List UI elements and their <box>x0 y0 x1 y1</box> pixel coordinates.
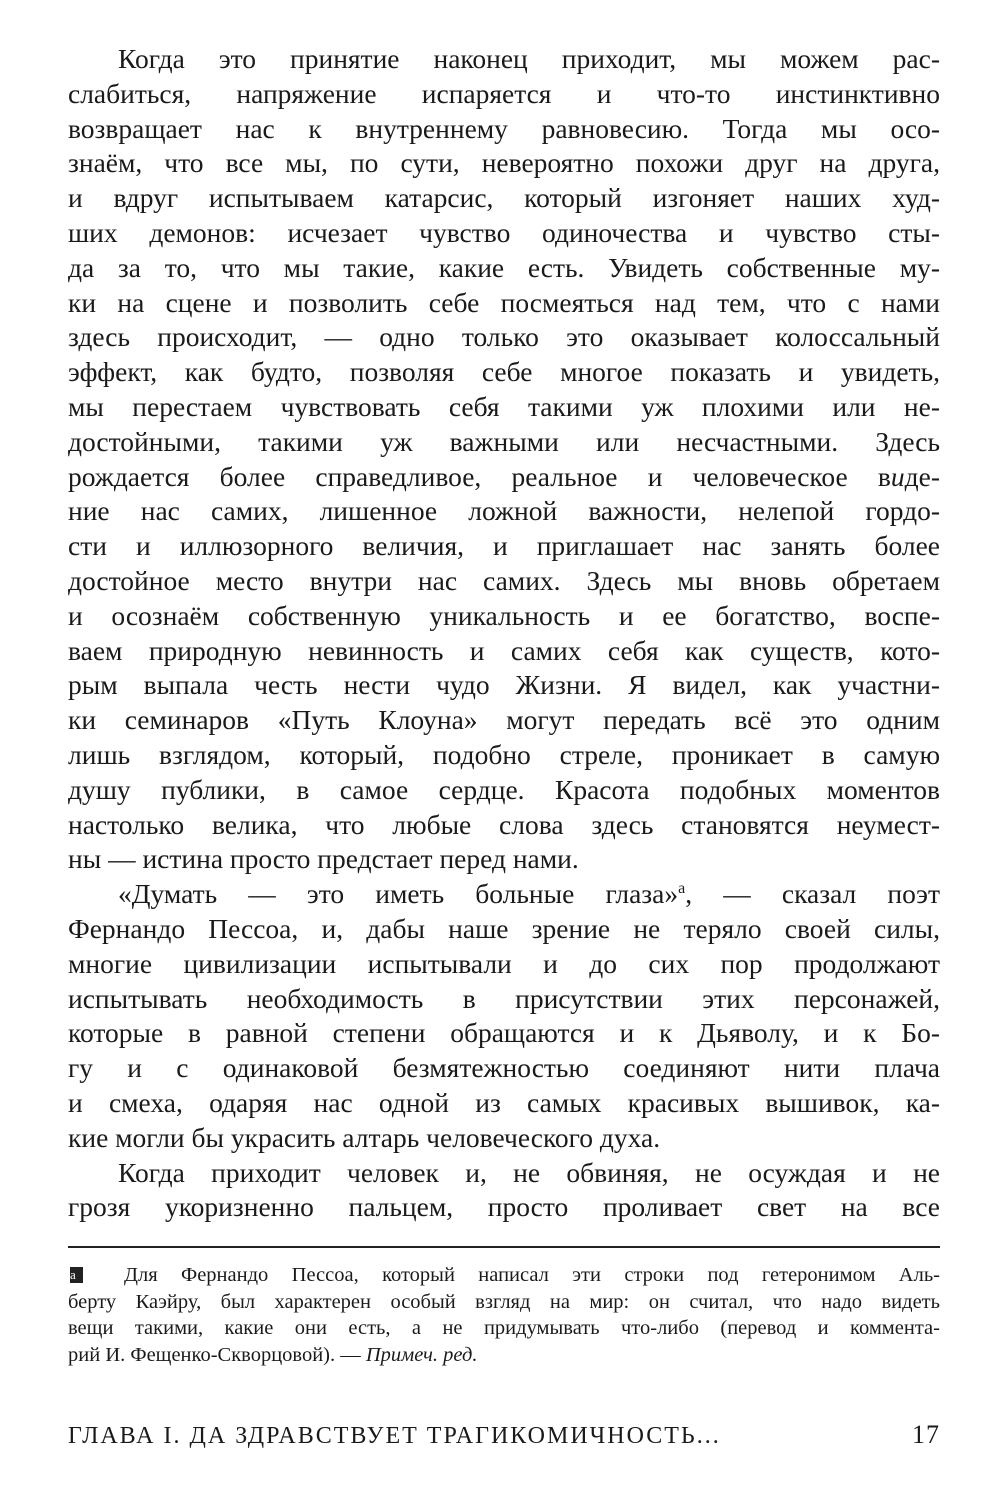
text-line: да за то, что мы такие, какие есть. Увидеть собственные му- <box>68 251 940 283</box>
page-number: 17 <box>912 1420 940 1449</box>
text-line: ваем природную невинность и самих себя как существ, кото- <box>68 634 940 666</box>
text-line: испытывать необходимость в присутствии этих персонажей, <box>68 982 940 1014</box>
text: де- <box>904 460 940 492</box>
text-line: сти и иллюзорного величия, и приглашает нас занять более <box>68 530 940 562</box>
text-line: и вдруг испытываем катарсис, который изгоняет наших худ- <box>68 182 940 214</box>
text: рождается более справедливое, реальное и человеческое в <box>68 460 891 492</box>
text-line: ки на сцене и позволить себе посмеяться над тем, что с нами <box>68 286 940 318</box>
text-line: мы перестаем чувствовать себя такими уж плохими или не- <box>68 390 940 422</box>
body-text <box>68 42 940 1225</box>
text-line: здесь происходит, — одно только это оказывает колоссальный <box>68 321 940 353</box>
text-line: которые в равной степени обращаются и к Дьяволу, и к Бо- <box>68 1017 940 1049</box>
quote: «Думать — это иметь больные глаза» <box>118 878 679 910</box>
text: рий И. Фещенко-Скворцовой). — <box>68 1343 366 1366</box>
text-line: ны — истина просто предстает перед нами. <box>68 843 579 875</box>
text-line: Фернандо Пессоа, и, дабы наше зрение не теряло своей силы, <box>68 912 940 944</box>
footnote-divider <box>68 1246 940 1248</box>
footnote-reference[interactable]: a <box>678 879 686 897</box>
text-line: и осознаём собственную уникальность и ее богатство, воспе- <box>68 599 940 631</box>
text: Для Фернандо Пессоа, который написал эти строки под гетеронимом Аль- <box>124 1264 940 1286</box>
text: , — сказал поэт <box>685 878 941 910</box>
footnote-line: берту Каэйру, был характерен особый взгляд на мир: он считал, что надо видеть <box>68 1290 940 1313</box>
footnote-line: вещи такими, какие они есть, а не придумывать что-либо (перевод и коммента- <box>68 1317 940 1340</box>
footnote-line <box>68 1262 940 1289</box>
text-line: ние нас самих, лишенное ложной важности, нелепой гордо- <box>68 495 940 527</box>
text-line: Когда приходит человек и, не обвиняя, не осуждая и не <box>118 1156 940 1188</box>
text-line: достойное место внутри нас самих. Здесь мы вновь обретаем <box>68 564 940 596</box>
text-line <box>68 877 940 912</box>
text-line: Когда это принятие наконец приходит, мы можем рас- <box>118 43 940 74</box>
text-line: гу и с одинаковой безмятежностью соединяют нити плача <box>68 1052 940 1084</box>
text-line: настолько велика, что любые слова здесь становятся неумест- <box>68 808 940 840</box>
text-line: достойными, такими уж важными или несчастными. Здесь <box>68 425 940 457</box>
text-line: многие цивилизации испытывали и до сих пор продолжают <box>68 947 940 979</box>
page-footer <box>68 1420 940 1450</box>
text-line: рым выпала честь нести чудо Жизни. Я видел, как участни- <box>68 669 940 701</box>
running-head: ГЛАВА I. ДА ЗДРАВСТВУЕТ ТРАГИКОМИЧНОСТЬ... <box>68 1423 721 1449</box>
italic-emphasis: и <box>890 460 905 492</box>
text-line: ки семинаров «Путь Клоуна» могут передать всё это одним <box>68 704 940 736</box>
footnote-marker: a <box>70 1267 83 1283</box>
text-line: кие могли бы украсить алтарь человеческого духа. <box>68 1121 661 1153</box>
text-line: лишь взглядом, который, подобно стреле, проникает в самую <box>68 738 940 770</box>
text-line: слабиться, напряжение испаряется и что-то инстинктивно <box>68 77 940 109</box>
text-line: душу публики, в самое сердце. Красота подобных моментов <box>68 773 940 805</box>
text-line: возвращает нас к внутреннему равновесию. Тогда мы осо- <box>68 112 940 144</box>
text-line: и смеха, одаряя нас одной из самых красивых вышивок, ка- <box>68 1086 940 1118</box>
footnote-line <box>68 1342 940 1369</box>
text-line: ших демонов: исчезает чувство одиночества и чувство сты- <box>68 216 940 248</box>
text-line: эффект, как будто, позволяя себе многое показать и увидеть, <box>68 356 940 388</box>
footnote <box>68 1262 940 1368</box>
text-line: грозя укоризненно пальцем, просто проливает свет на все <box>68 1191 940 1223</box>
text-line: знаём, что все мы, по сути, невероятно похожи друг на друга, <box>68 147 940 179</box>
text-line <box>68 460 940 495</box>
editor-note: Примеч. ред. <box>365 1343 478 1366</box>
